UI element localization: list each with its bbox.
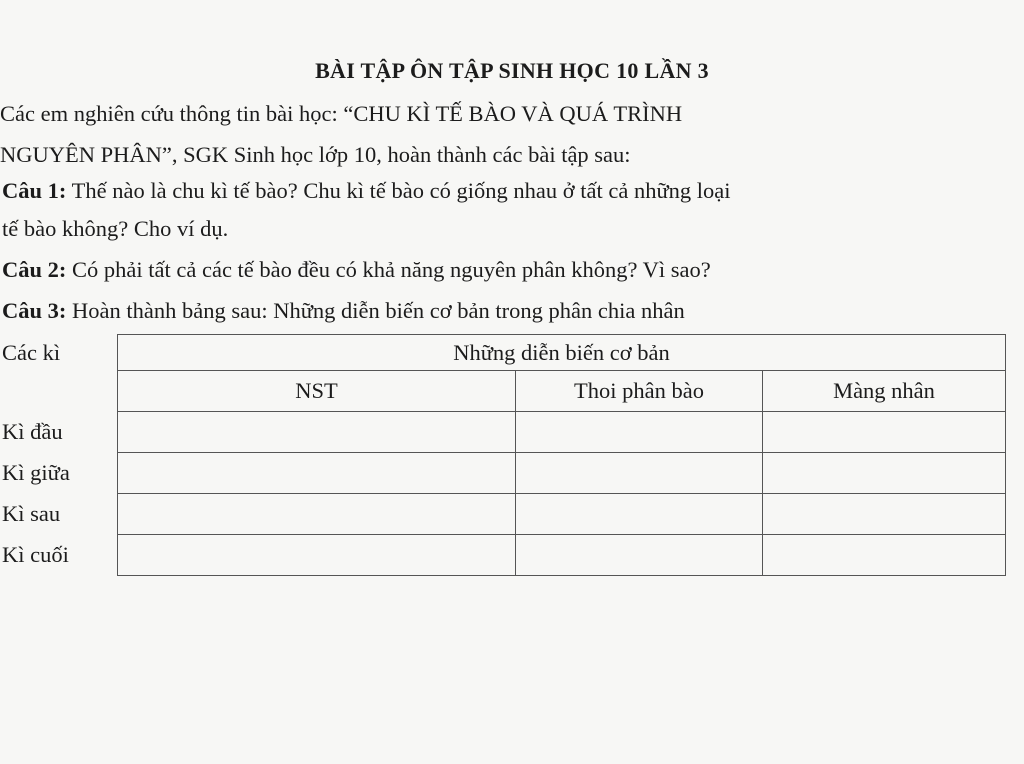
phase-column-blank — [0, 371, 118, 412]
group-header: Những diễn biến cơ bản — [118, 335, 1006, 371]
phase-label-ki-dau: Kì đầu — [0, 412, 118, 453]
column-header-mang-nhan: Màng nhân — [763, 371, 1006, 412]
phases-table — [0, 334, 1006, 576]
table-cell — [763, 412, 1006, 453]
phase-label-ki-sau: Kì sau — [0, 494, 118, 535]
table-cell — [516, 494, 763, 535]
table-row — [0, 412, 1006, 453]
column-header-thoi-phan-bao: Thoi phân bào — [516, 371, 763, 412]
column-header-nst: NST — [118, 371, 516, 412]
phase-label-ki-giua: Kì giữa — [0, 453, 118, 494]
table-cell — [516, 412, 763, 453]
question-2-label: Câu 2: — [2, 257, 67, 282]
question-1-continued: tế bào không? Cho ví dụ. — [2, 216, 229, 241]
question-2 — [2, 255, 711, 285]
table-row — [0, 494, 1006, 535]
question-2-text: Có phải tất cả các tế bào đều có khả năng nguyên phân không? Vì sao? — [66, 257, 711, 282]
table-header-row — [0, 335, 1006, 371]
table-cell — [118, 453, 516, 494]
phase-column-header: Các kì — [0, 335, 118, 371]
table-cell — [118, 412, 516, 453]
table-cell — [763, 453, 1006, 494]
table-cell — [763, 494, 1006, 535]
table-cell — [118, 494, 516, 535]
question-3-text: Hoàn thành bảng sau: Những diễn biến cơ bản trong phân chia nhân — [66, 298, 685, 323]
question-1-text: Thế nào là chu kì tế bào? Chu kì tế bào có giống nhau ở tất cả những loại — [66, 178, 731, 203]
phase-label-ki-cuoi: Kì cuối — [0, 535, 118, 576]
table-subheader-row — [0, 371, 1006, 412]
table-cell — [763, 535, 1006, 576]
intro-line-2: NGUYÊN PHÂN”, SGK Sinh học lớp 10, hoàn thành các bài tập sau: — [0, 142, 631, 167]
intro-line-1: Các em nghiên cứu thông tin bài học: “CHU KÌ TẾ BÀO VÀ QUÁ TRÌNH — [0, 101, 683, 126]
table-row — [0, 535, 1006, 576]
worksheet-title: BÀI TẬP ÔN TẬP SINH HỌC 10 LẦN 3 — [315, 58, 709, 83]
table-cell — [516, 535, 763, 576]
question-1 — [2, 176, 731, 206]
table-cell — [516, 453, 763, 494]
question-1-label: Câu 1: — [2, 178, 67, 203]
question-3 — [2, 296, 685, 326]
table-row — [0, 453, 1006, 494]
question-3-label: Câu 3: — [2, 298, 67, 323]
table-cell — [118, 535, 516, 576]
